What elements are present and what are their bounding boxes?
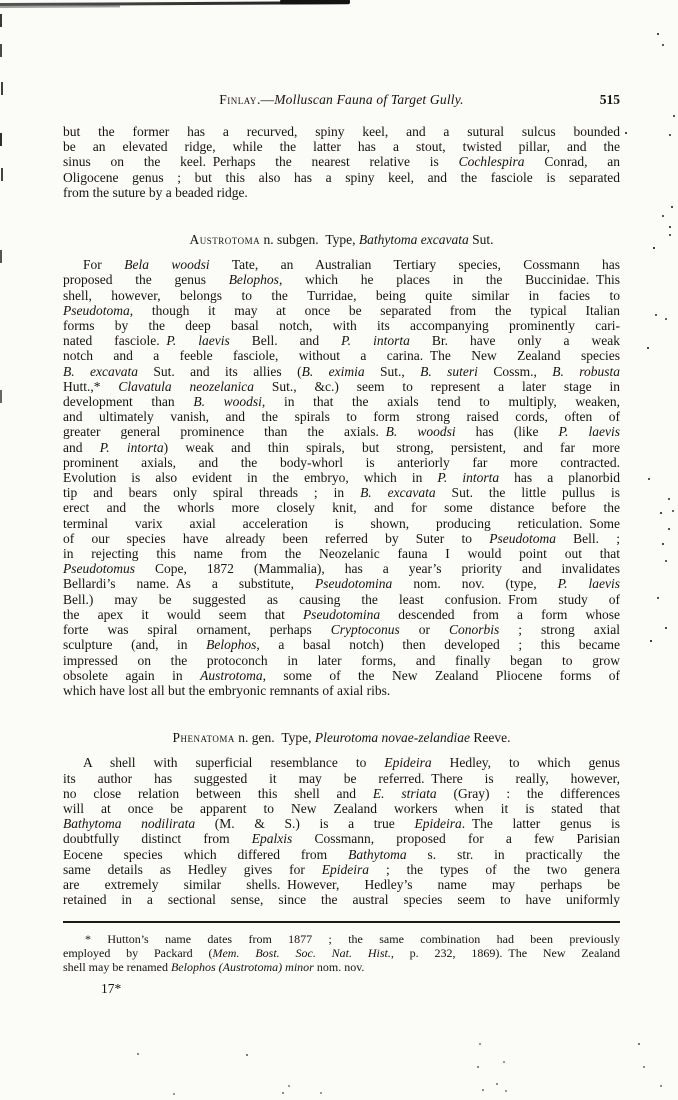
text-line: but the former has a recurved, spiny keel, and a sutural sulcus bounded xyxy=(63,124,620,139)
text-line: no close relation between this shell and E. striata (Gray) : the differences xyxy=(63,785,620,801)
paragraph xyxy=(63,257,620,698)
text-line: Evolution is also evident in the embryo, which in P. intorta has a planorbid xyxy=(63,470,620,486)
text-line: prominent axials, and the body-whorl is anteriorly far more contracted. xyxy=(63,454,620,470)
text-line: of our species have already been referred by Suter to Pseudotoma Bell. ; xyxy=(63,530,621,546)
text-line: sculpture (and, in Belophos, a basal notch) then developed ; this became xyxy=(63,637,620,653)
text-line: Pseudotomus Cope, 1872 (Mammalia), has a year’s priority and invalidates xyxy=(63,561,620,577)
text-line: For Bela woodsi Tate, an Australian Tertiary species, Cossmann has xyxy=(83,257,620,273)
text-line: will at once be apparent to New Zealand workers when it is stated that xyxy=(63,800,620,816)
text-line: Pseudotoma, though it may at once be separated from the typical Italian xyxy=(63,302,620,318)
text-line: tip and bears only spiral threads ; in B. excavata Sut. the little pullus is xyxy=(63,485,620,501)
footnote xyxy=(63,933,620,974)
text-line: Eocene species which differed from Bathytoma s. str. in practically the xyxy=(63,846,621,862)
text-line: greater general prominence than the axials. B. woodsi has (like P. laevis xyxy=(63,424,620,440)
footnote-rule xyxy=(63,921,620,923)
paragraph xyxy=(63,755,620,907)
text-line: are extremely similar shells. However, Hedley’s name may perhaps be xyxy=(63,876,620,892)
text-line: * Hutton’s name dates from 1877 ; the same combination had been previously xyxy=(85,932,620,947)
text-line: Hutt.,* Clavatula neozelanica Sut., &c.) seem to represent a later stage in xyxy=(63,378,620,394)
text-line: from the suture by a beaded ridge. xyxy=(63,184,248,200)
text-line: Bell.) may be suggested as causing the least confusion. From study of xyxy=(63,591,620,607)
signature-mark: 17* xyxy=(101,980,122,996)
text-line: obsolete again in Austrotoma, some of the New Zealand Pliocene forms of xyxy=(63,667,620,683)
text-line: and P. intorta) weak and thin spirals, but strong, persistent, and far more xyxy=(63,439,621,455)
text-line: development than B. woodsi, in that the axials tend to multiply, weaken, xyxy=(63,394,620,410)
text-line: sinus on the keel. Perhaps the nearest relative is Cochlespira Conrad, an xyxy=(63,154,620,170)
text-line: erect and the whorls more closely knit, and for some distance before the xyxy=(63,500,620,516)
section-heading: Phenatoma n. gen. Type, Pleurotoma novae-zelandiae Reeve. xyxy=(172,730,511,746)
text-line: and ultimately vanish, and the spirals to form strong raised cords, often of xyxy=(63,409,620,425)
text-line: proposed the genus Belophos, which he places in the Buccinidae. This xyxy=(63,272,621,288)
running-header xyxy=(63,92,620,108)
text-line: in rejecting this name from the Neozelanic fauna I would point out that xyxy=(63,546,620,562)
header-title: Finlay.—Molluscan Fauna of Target Gully. xyxy=(219,92,464,107)
text-line: doubtfully distinct from Epalxis Cossmann, proposed for a few Parisian xyxy=(63,831,620,847)
text-line: Bellardi’s name. As a substitute, Pseudotomina nom. nov. (type, P. laevis xyxy=(63,576,620,592)
text-line: retained in a sectional sense, since the austral species seem to have uniformly xyxy=(63,892,620,908)
text-line: Oligocene genus ; but this also has a spiny keel, and the fasciole is separated xyxy=(63,169,620,185)
text-line: A shell with superficial resemblance to Epideira Hedley, to which genus xyxy=(83,755,620,771)
text-line: nated fasciole. P. laevis Bell. and P. intorta Br. have only a weak xyxy=(63,333,620,349)
body-text xyxy=(63,124,620,907)
text-line: terminal varix axial acceleration is shown, producing reticulation. Some xyxy=(63,515,620,531)
text-line: forte was spiral ornament, perhaps Cryptoconus or Conorbis ; strong axial xyxy=(63,622,620,638)
text-line: forms by the deep basal notch, with its accompanying prominently cari- xyxy=(63,318,620,334)
text-line: be an elevated ridge, while the latter has a stout, twisted pillar, and the xyxy=(63,139,620,155)
text-line: employed by Packard (Mem. Bost. Soc. Nat. Hist., p. 232, 1869). The New Zealand xyxy=(63,946,620,961)
text-line: B. excavata Sut. and its allies (B. eximia Sut., B. suteri Cossm., B. robusta xyxy=(63,363,621,379)
text-line: its author has suggested it may be referred. There is really, however, xyxy=(63,770,620,786)
paragraph xyxy=(63,124,620,200)
text-line: which have lost all but the embryonic remnants of axial ribs. xyxy=(63,682,391,698)
text-line: same details as Hedley gives for Epideira ; the types of the two genera xyxy=(63,861,620,877)
text-line: notch and a feeble fasciole, without a carina. The New Zealand species xyxy=(63,348,620,364)
text-column xyxy=(63,0,620,996)
text-line: shell may be renamed Belophos (Austrotoma) minor nom. nov. xyxy=(63,959,365,974)
text-line: the apex it would seem that Pseudotomina descended from a form whose xyxy=(63,606,620,622)
page-number: 515 xyxy=(599,92,620,107)
section-heading: Austrotoma n. subgen. Type, Bathytoma excavata Sut. xyxy=(189,232,494,248)
text-line: Bathytoma nodilirata (M. & S.) is a true Epideira. The latter genus is xyxy=(63,816,620,832)
text-line: shell, however, belongs to the Turridae, being quite similar in facies to xyxy=(63,287,620,303)
text-line: impressed on the protoconch in later forms, and finally began to grow xyxy=(63,652,620,668)
